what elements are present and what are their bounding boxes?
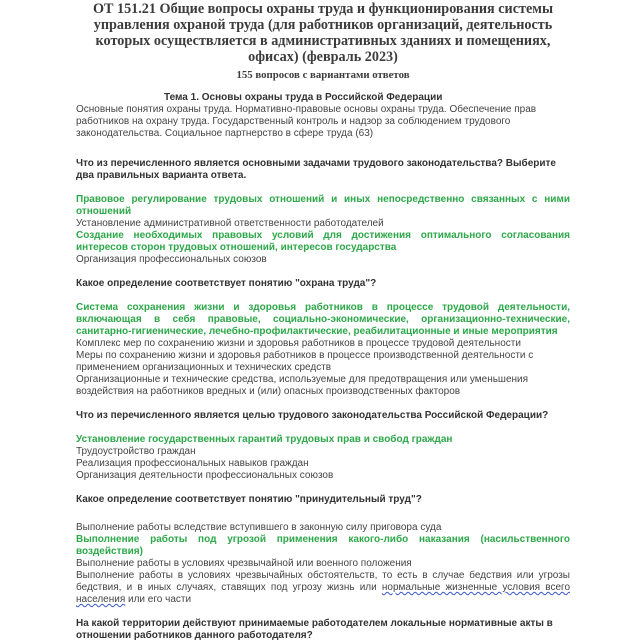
- question-2: Какое определение соответствует понятию "охрана труда"?: [76, 278, 377, 289]
- answer-text: или его части: [125, 594, 192, 605]
- answers-1: [76, 194, 570, 266]
- document-subtitle: 155 вопросов с вариантами ответов: [236, 69, 410, 81]
- question-1: Что из перечисленного является основными задачами трудового законодательства? Выберите два правильных варианта ответа.: [76, 158, 556, 181]
- spellcheck-underlined-text: нормальные жизненные условия всего населения: [76, 582, 570, 605]
- theme-description: Основные понятия охраны труда. Нормативно-правовые основы охраны труда. Обеспечение прав работников на охрану труда. Государственный контроль и надзор за соблюдением трудового законодательства. Социальное партнерство в сфере труда (63): [76, 104, 537, 139]
- answers-2: [76, 302, 570, 398]
- answer-option-correct: Установление государственных гарантий трудовых прав и свобод граждан: [76, 434, 453, 445]
- answers-3: [76, 434, 570, 482]
- answer-option: Меры по сохранению жизни и здоровья работников в процессе производственной деятельности с применением организационных и технических средств: [76, 350, 534, 373]
- question-4: Какое определение соответствует понятию "принудительный труд"?: [76, 494, 422, 505]
- answer-option-correct: Создание необходимых правовых условий для достижения оптимального согласования интересов сторон трудовых отношений, интересов государства: [76, 230, 570, 253]
- answer-option: Выполнение работы вследствие вступившего в законную силу приговора суда: [76, 522, 442, 533]
- answers-4: [76, 522, 570, 606]
- question-3: Что из перечисленного является целью трудового законодательства Российской Федерации?: [76, 410, 549, 421]
- document-page: [76, 0, 570, 640]
- answer-option: [76, 570, 570, 606]
- answer-option: Организация деятельности профессиональных союзов: [76, 470, 334, 481]
- answer-option-correct: Система сохранения жизни и здоровья работников в процессе трудовой деятельности, включающая в себя правовые, социально-экономические, организационно-технические, санитарно-гигиенические, лечебно-профилактические, реабилитационные и иные мероприятия: [76, 302, 570, 337]
- answer-option: Реализация профессиональных навыков граждан: [76, 458, 309, 469]
- theme-title: Тема 1. Основы охраны труда в Российской Федерации: [164, 92, 443, 103]
- answer-option: Комплекс мер по сохранению жизни и здоровья работников в процессе трудовой деятельности: [76, 338, 521, 349]
- document-title: ОТ 151.21 Общие вопросы охраны труда и функционирования системы управления охраной труда (для работников организаций, деятельность которых осуществляется в административных зданиях и помещениях, офисах) (февраль 2023): [92, 1, 554, 65]
- answer-option: Организация профессиональных союзов: [76, 254, 267, 265]
- answer-text: Выполнение работы в условиях чрезвычайных обстоятельств, то есть в случае бедствия или угрозы бедствия, и в иных случаях, ставящих под угрозу жизнь или: [76, 570, 570, 593]
- answer-option-correct: Правовое регулирование трудовых отношений и иных непосредственно связанных с ними отношений: [76, 194, 570, 217]
- answer-option-correct: Выполнение работы под угрозой применения какого-либо наказания (насильственного воздействия): [76, 534, 570, 557]
- question-5: На какой территории действуют принимаемые работодателем локальные нормативные акты в отношении работников данного работодателя?: [76, 618, 553, 640]
- answer-option: Трудоустройство граждан: [76, 446, 196, 457]
- answer-option: Установление административной ответственности работодателей: [76, 218, 384, 229]
- answer-option: Выполнение работы в условиях чрезвычайной или военного положения: [76, 558, 412, 569]
- answer-option: Организационные и технические средства, используемые для предотвращения или уменьшения воздействия на работников вредных и (или) опасных производственных факторов: [76, 374, 529, 397]
